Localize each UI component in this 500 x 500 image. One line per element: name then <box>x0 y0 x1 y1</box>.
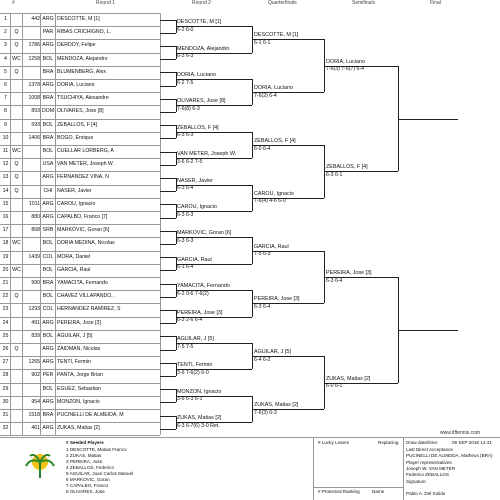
sf-score: 6-3 6-4 <box>326 277 343 284</box>
player-rank: 1258 <box>28 55 40 62</box>
player-rank: 954 <box>31 398 40 405</box>
bracket-line <box>160 350 176 351</box>
player-name: ZUKAS, Matias [2] <box>57 425 100 432</box>
player-name: RIBAS CRICHIGNO, L. <box>57 29 111 36</box>
draw-position: 19 <box>2 253 9 260</box>
player-nation: PAR <box>42 29 54 36</box>
round2-winner: MARKOVIC, Goran [6] <box>177 230 232 237</box>
seed-entry: 8 OLIVARES, Jose <box>66 489 105 494</box>
row-line <box>0 26 160 27</box>
player-nation: ARG <box>42 174 54 181</box>
header-final: Final <box>430 0 441 6</box>
tournament-logo <box>22 448 58 484</box>
bracket-line <box>160 284 176 285</box>
player-rank: 593 <box>31 121 40 128</box>
player-name: CUELLAR LORBERG, A <box>57 148 114 154</box>
entry-category: Q <box>14 29 19 36</box>
bracket-line <box>160 376 176 377</box>
row-line <box>0 105 160 106</box>
row-line <box>0 79 160 80</box>
last-direct-value: PUCINELLI DE ALMEIDA, Matheus (BRA) <box>406 453 493 458</box>
player-nation: COL <box>42 306 54 313</box>
player-name: FERNANDEZ VIÑA, N <box>57 174 109 181</box>
player-nation: BOL <box>42 148 54 154</box>
entry-category: Q <box>14 174 19 181</box>
bracket-line <box>160 165 176 166</box>
bracket-line <box>398 330 458 331</box>
row-line <box>0 237 160 238</box>
seed-entry: 6 MARKOVIC, Goran <box>66 477 110 482</box>
player-nation: ARG <box>42 42 54 49</box>
player-rank: 442 <box>31 16 40 22</box>
bracket-line <box>160 112 176 113</box>
footer-divider <box>0 437 500 438</box>
qf-winner: ZEBALLOS, F [4] <box>254 138 296 144</box>
qf-score: 7-6(3) 6-3 <box>254 409 277 416</box>
qf-score: 7-5 6-3 <box>254 251 271 258</box>
round2-winner: OLIVARES, Jose [8] <box>177 98 226 105</box>
row-line <box>0 145 160 146</box>
player-name: VAN METER, Joseph W. <box>57 161 114 168</box>
bracket-line <box>160 363 176 364</box>
row-line <box>0 369 160 370</box>
seed-entry: 4 ZEBALLOS, Federico <box>66 465 115 470</box>
draw-position: 20 <box>2 266 9 273</box>
bracket-line <box>160 178 176 179</box>
row-line <box>0 383 160 384</box>
row-line <box>0 211 160 212</box>
qf-winner: GARCIA, Raul <box>254 243 289 250</box>
draw-position: 16 <box>2 214 9 220</box>
player-nation: ARG <box>42 82 54 88</box>
qf-winner: PEREIRA, Jose [3] <box>254 296 300 303</box>
draw-position: 24 <box>2 319 9 326</box>
row-line <box>0 39 160 40</box>
seeded-title: # Seeded Players <box>66 440 104 445</box>
round2-score: 3-6 6-2 7-5 <box>177 158 203 165</box>
footer-col-divider-1 <box>313 437 314 500</box>
sf-score: 6-3 6-1 <box>326 171 343 178</box>
footer-row-divider <box>313 487 403 488</box>
qf-score: 7-6(4) 4-6 6-0 <box>254 198 286 205</box>
player-nation: BOL <box>42 55 54 62</box>
player-name: DERDOY, Felipe <box>57 42 96 49</box>
draw-position: 2 <box>4 29 7 36</box>
player-name: CAPALBO, Franco [7] <box>57 214 108 220</box>
player-nation: BRA <box>42 134 54 141</box>
round2-winner: GARCIA, Raul <box>177 256 212 263</box>
round2-winner: AGUILAR, J [5] <box>177 336 214 342</box>
bracket-line <box>160 402 176 403</box>
header-semifinals: Semifinals <box>352 0 376 6</box>
bracket-line <box>160 218 176 219</box>
player-name: TENTI, Fermin <box>57 359 92 366</box>
round2-winner: MONZON, Ignacio <box>177 388 222 395</box>
player-nation: BOL <box>42 332 54 339</box>
row-line <box>0 224 160 225</box>
player-nation: BRA <box>42 412 54 418</box>
header-quarterfinals: Quarterfinals <box>268 0 297 6</box>
draw-position: 31 <box>2 412 9 418</box>
bracket-line <box>160 389 176 390</box>
round2-score: 7-6(8) 6-3 <box>177 105 200 112</box>
draw-position: 14 <box>2 187 9 194</box>
player-rank: 1293 <box>28 306 40 313</box>
player-name: BLUMENBERG, Alex <box>57 68 107 75</box>
row-line <box>0 264 160 265</box>
player-nation: DOM <box>41 108 55 115</box>
round2-winner: DESCOTTE, M [1] <box>177 19 222 26</box>
row-line <box>0 303 160 304</box>
palm-logo-icon <box>22 448 58 484</box>
row-line <box>0 277 160 278</box>
seed-entry: 5 AGUILAR, Juan Carlos Manuel <box>66 471 134 476</box>
player-rank: 902 <box>31 372 40 379</box>
player-nation: ARG <box>42 359 54 366</box>
player-nation: BOL <box>42 293 54 300</box>
bracket-line <box>160 310 176 311</box>
player-name: MONZON, Ignacio <box>57 398 100 405</box>
bracket-line <box>398 119 458 120</box>
draw-position: 28 <box>2 372 9 379</box>
player-rank: 990 <box>31 280 40 286</box>
header-round1: Round 1 <box>96 0 115 6</box>
signature-label: Signature <box>406 479 426 484</box>
player-name: YAMACITA, Fernando <box>57 280 108 286</box>
round2-score: 6-2 6-0 <box>177 26 194 33</box>
draw-date: 09 SEP 2018 12:41 <box>452 440 492 445</box>
entry-category: WC <box>12 266 21 273</box>
player-rank: 868 <box>31 227 40 234</box>
player-name: MORA, Daniel <box>57 253 91 260</box>
player-name: TSUCHIYA, Alexandre <box>57 95 109 102</box>
round2-winner: VAN METER, Joseph W. <box>177 151 237 158</box>
draw-position: 10 <box>2 134 9 141</box>
round2-score: 3-6 6-3 6-1 <box>177 396 203 403</box>
player-nation: BRA <box>42 68 54 75</box>
row-line <box>0 343 160 344</box>
draw-position: 21 <box>2 280 9 286</box>
round2-score: 3-6 7-6(2) 6-0 <box>177 369 209 376</box>
lucky-losers-title: # Lucky Losers <box>318 440 349 445</box>
player-name: AGUILAR, J [5] <box>57 332 93 339</box>
player-name: MARKOVIC, Goran [6] <box>57 227 110 234</box>
round2-score: 6-2 7-5 <box>177 79 194 86</box>
bracket-line <box>160 323 176 324</box>
row-line <box>0 158 160 159</box>
row-line <box>0 330 160 331</box>
bracket-line <box>160 72 176 73</box>
sf-winner: ZEBALLOS, F [4] <box>326 164 368 171</box>
round2-winner: MENDOZA, Alejandro <box>177 45 230 52</box>
bracket-line <box>160 86 176 87</box>
replacing-label: Replacing <box>378 440 399 445</box>
round2-score: 6-3 2-6 6-4 <box>177 317 203 324</box>
footer-col-divider-2 <box>403 437 404 500</box>
entry-category: Q <box>14 68 19 75</box>
draw-date-label: Draw date/time: <box>406 440 439 445</box>
round2-winner: DORIA, Luciano <box>177 72 216 78</box>
draw-position: 18 <box>2 240 9 247</box>
row-line <box>0 198 160 199</box>
player-rank: 893 <box>31 108 40 115</box>
player-name: BOGO, Enrique <box>57 134 94 141</box>
header-round2: Round 2 <box>192 0 211 6</box>
col-line <box>10 13 11 435</box>
qf-winner: AGUILAR, J [5] <box>254 349 291 356</box>
row-line <box>0 119 160 120</box>
qf-winner: DORIA, Luciano <box>254 85 293 92</box>
round2-winner: ZEBALLOS, F [4] <box>177 124 219 131</box>
row-line <box>0 290 160 291</box>
player-nation: BOL <box>42 240 54 247</box>
player-name: MENDOZA, Alejandro <box>57 55 108 62</box>
entry-category: Q <box>14 346 19 352</box>
header-seed: # <box>12 0 15 6</box>
round2-score: 6-3 6-3 <box>177 237 194 244</box>
row-line <box>0 185 160 186</box>
row-line <box>0 317 160 318</box>
player-rank: 1378 <box>28 82 40 88</box>
protected-name-label: Name <box>372 489 385 494</box>
player-nation: ARG <box>42 425 54 432</box>
round2-score: 6-3 6-3 <box>177 211 194 218</box>
player-rank: 1439 <box>28 253 40 260</box>
bracket-line <box>160 191 176 192</box>
player-name: HERNANDEZ RAMIREZ, S <box>57 306 121 313</box>
entry-category: Q <box>14 161 19 168</box>
player-name: NASER, Javier <box>57 187 92 194</box>
col-line <box>55 13 56 435</box>
qf-winner: CAROU, Ignacio <box>254 190 294 197</box>
draw-position: 4 <box>4 55 7 62</box>
player-name: GARCIA, Raul <box>57 266 91 273</box>
player-nation: BOL <box>42 121 54 128</box>
player-rank: 1518 <box>28 412 40 418</box>
bracket-line <box>160 297 176 298</box>
player-rank: 839 <box>31 332 40 339</box>
draw-position: 7 <box>4 95 7 102</box>
player-nation: BRA <box>42 95 54 102</box>
bracket-line <box>160 231 176 232</box>
bracket-line <box>160 46 176 47</box>
sf-winner: DORIA, Luciano <box>326 58 365 65</box>
bracket-line <box>160 416 176 417</box>
player-nation: BOL <box>42 385 54 392</box>
bracket-line <box>160 429 176 430</box>
row-line <box>0 396 160 397</box>
qf-score: 6-1 6-1 <box>254 39 271 46</box>
qf-score: 7-6(2) 6-4 <box>254 92 277 99</box>
bracket-line <box>160 336 176 337</box>
player-nation: PER <box>42 372 54 379</box>
player-rank: 1406 <box>28 134 40 141</box>
row-line <box>0 13 160 14</box>
qf-winner: DESCOTTE, M [1] <box>254 32 299 39</box>
last-direct-label: Last Direct Acceptance <box>406 447 453 452</box>
draw-position: 30 <box>2 398 9 405</box>
entry-category: Q <box>14 187 19 194</box>
round2-score: 6-3 6-4 <box>177 185 194 192</box>
draw-position: 1 <box>4 16 7 22</box>
player-nation: ARG <box>42 16 54 22</box>
player-nation: BOL <box>42 266 54 273</box>
bracket-line <box>160 270 176 271</box>
seed-entry: 1 DESCOTTE, Matias Franco <box>66 447 127 452</box>
draw-position: 23 <box>2 306 9 313</box>
round2-winner: YAMACITA, Fernando <box>177 283 230 290</box>
draw-position: 3 <box>4 42 7 49</box>
player-name: OLIVARES, Jose [8] <box>57 108 104 115</box>
player-name: DORIA MEDINA, Nicolas <box>57 240 115 247</box>
player-nation: ARG <box>42 398 54 405</box>
row-line <box>0 409 160 410</box>
player-rank: 1008 <box>28 95 40 102</box>
draw-position: 9 <box>4 121 7 128</box>
bracket-line <box>160 138 176 139</box>
draw-position: 12 <box>2 161 9 168</box>
round2-winner: PEREIRA, Jose [3] <box>177 309 223 316</box>
bracket-line <box>160 125 176 126</box>
sf-winner: PEREIRA, Jose [3] <box>326 270 372 276</box>
seed-entry: 2 ZUKAS, Matias <box>66 453 102 458</box>
qf-score: 6-4 6-2 <box>254 356 271 363</box>
sf-winner: ZUKAS, Matias [2] <box>326 375 371 382</box>
row-line <box>0 251 160 252</box>
row-line <box>0 66 160 67</box>
bracket-line <box>160 257 176 258</box>
player-rank: 1265 <box>28 359 40 366</box>
draw-position: 5 <box>4 68 7 75</box>
draw-position: 29 <box>2 385 9 392</box>
player-name: PUCINELLI DE ALMEIDA, M <box>57 412 124 418</box>
player-rep-2: Federico ZEBALLOS <box>406 472 449 477</box>
draw-position: 26 <box>2 346 9 352</box>
player-name: DORIA, Luciano <box>57 82 95 88</box>
round2-winner: CAROU, Ignacio <box>177 204 217 210</box>
player-name: PEREIRA, Jose [3] <box>57 319 101 326</box>
player-name: DESCOTTE, M [1] <box>57 16 100 22</box>
sf-score: 6-0 6-1 <box>326 383 343 390</box>
row-line <box>0 53 160 54</box>
bracket-line <box>160 20 176 21</box>
player-rank: 1011 <box>28 200 40 207</box>
player-rank: 880 <box>31 214 40 220</box>
seed-entry: 7 CAPALBO, Franco <box>66 483 109 488</box>
player-nation: ARG <box>42 214 54 220</box>
round2-winner: NASER, Javier <box>177 177 213 184</box>
player-nation: ARG <box>42 346 54 352</box>
round2-score: 6-3 6-7(6) 3-0 Ret. <box>177 422 220 429</box>
player-nation: ARG <box>42 200 54 207</box>
player-nation: SRB <box>42 227 54 234</box>
player-reps-label: Player representatives <box>406 460 452 465</box>
player-name: ZAIDMAN, Nicolas <box>57 346 101 352</box>
bracket-line <box>160 152 176 153</box>
player-rank: 461 <box>31 425 40 432</box>
round2-score: 6-1 6-4 <box>177 264 194 271</box>
player-name: EGUEZ, Sebastian <box>57 385 101 392</box>
round2-score: 6-3 6-3 <box>177 132 194 139</box>
player-name: ZEBALLOS, F [4] <box>57 121 98 128</box>
draw-position: 15 <box>2 200 9 207</box>
draw-position: 6 <box>4 82 7 88</box>
player-nation: BRA <box>42 280 54 286</box>
player-nation: CHI <box>43 187 53 194</box>
draw-position: 27 <box>2 359 9 366</box>
entry-category: WC <box>12 55 21 62</box>
round2-winner: TENTI, Fermin <box>177 362 213 369</box>
bracket-line <box>160 204 176 205</box>
col-line <box>160 13 161 435</box>
row-line <box>0 132 160 133</box>
draw-position: 13 <box>2 174 9 181</box>
player-rep-1: Joseph W. VAN METER <box>406 466 456 471</box>
seed-entry: 3 PEREIRA, Jose <box>66 459 103 464</box>
qf-score: 6-0 6-4 <box>254 145 271 152</box>
player-name: PANTA, Jorge Brian <box>57 372 103 379</box>
draw-position: 32 <box>2 425 9 432</box>
bracket-line <box>160 244 176 245</box>
bracket-line <box>160 59 176 60</box>
round2-score: 6-3 6-3 <box>177 53 194 60</box>
entry-category: WC <box>12 148 21 154</box>
draw-position: 25 <box>2 332 9 339</box>
draw-position: 11 <box>2 148 9 154</box>
sf-score: 7-6(3) 7-6(7) 6-4 <box>326 66 365 73</box>
round2-score: 6-2 0-6 7-6(2) <box>177 290 209 297</box>
qf-score: 6-3 6-4 <box>254 303 271 310</box>
player-rank: 491 <box>31 319 40 326</box>
row-line <box>0 171 160 172</box>
referee-name: Pablo A. Del Solido <box>406 491 446 496</box>
player-name: CAROU, Ignacio <box>57 200 96 207</box>
player-name: CHAVEZ VILLAPANDO, . <box>57 293 116 300</box>
row-line <box>0 422 160 423</box>
draw-position: 8 <box>4 108 7 115</box>
bracket-line <box>160 99 176 100</box>
round2-score: 7-5 7-5 <box>177 343 194 350</box>
qf-winner: ZUKAS, Matias [2] <box>254 402 299 408</box>
draw-position: 22 <box>2 293 9 300</box>
round2-winner: ZUKAS, Matias [2] <box>177 415 222 422</box>
entry-category: WC <box>12 240 21 247</box>
row-line <box>0 356 160 357</box>
draw-position: 17 <box>2 227 9 234</box>
protected-ranking-label: # Protected Ranking <box>318 489 360 494</box>
player-nation: ARG <box>42 319 54 326</box>
website: www.itftennis.com <box>440 430 481 436</box>
row-line <box>0 92 160 93</box>
entry-category: Q <box>14 293 19 300</box>
bracket-line <box>160 33 176 34</box>
entry-category: Q <box>14 42 19 49</box>
player-nation: USA <box>42 161 54 168</box>
player-nation: COL <box>42 253 54 260</box>
player-rank: 1786 <box>28 42 40 49</box>
